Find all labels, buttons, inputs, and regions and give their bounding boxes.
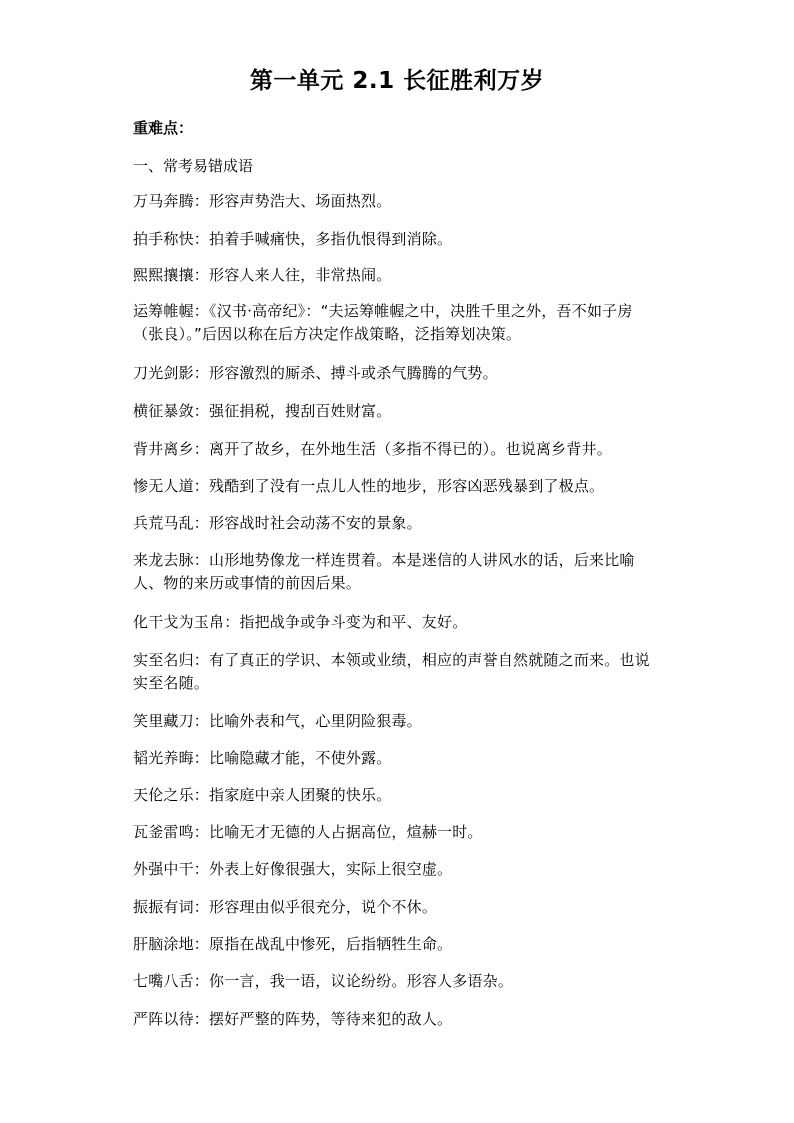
idiom-entry: [133, 190, 653, 213]
idiom-entry: [133, 512, 653, 535]
idiom-definition: 指把战争或争斗变为和平、友好。: [239, 613, 468, 631]
idiom-term: 熙熙攘攘：: [133, 266, 210, 284]
idiom-entry: [133, 611, 653, 634]
idiom-entry: [133, 400, 653, 423]
idiom-definition: 你一言，我一语，议论纷纷。形容人多语杂。: [209, 972, 514, 990]
idiom-entry: [133, 362, 653, 385]
idiom-definition: 摆好严整的阵势，等待来犯的敌人。: [209, 1010, 453, 1028]
idiom-definition: 比喻外表和气，心里阴险狠毒。: [209, 712, 422, 730]
key-points-label: 重难点：: [133, 119, 194, 137]
idiom-entry: [133, 228, 653, 251]
idiom-definition: 形容人来人往，非常热闹。: [209, 266, 392, 284]
idiom-definition: 比喻无才无德的人占据高位，煊赫一时。: [209, 823, 483, 841]
idiom-term: 七嘴八舌：: [133, 972, 210, 990]
idiom-entry: [133, 784, 653, 807]
idiom-definition: 形容激烈的厮杀、搏斗或杀气腾腾的气势。: [209, 364, 498, 382]
idiom-entry: [133, 264, 653, 287]
idiom-term: 振振有词：: [133, 898, 210, 916]
idiom-entry: [133, 933, 653, 956]
idiom-term: 刀光剑影：: [133, 364, 210, 382]
idiom-definition: 有了真正的学识、本领或业绩，相应的声誉自然就随之而来。也说实至名随。: [133, 651, 650, 692]
idiom-entry: [133, 710, 653, 733]
idiom-definition: 强征捐税，搜刮百姓财富。: [209, 402, 392, 420]
idiom-definition: 指家庭中亲人团聚的快乐。: [209, 786, 392, 804]
idiom-term: 肝脑涂地：: [133, 935, 210, 953]
idiom-definition: 形容理由似乎很充分，说个不休。: [209, 898, 438, 916]
idiom-term: 惨无人道：: [133, 477, 210, 495]
idiom-definition: 形容声势浩大、场面热烈。: [209, 192, 392, 210]
idiom-definition: 《汉书·高帝纪》：“夫运筹帷幄之中，决胜千里之外，吾不如子房（张良）。”后因以称在后方决定作战策略，泛指筹划决策。: [133, 302, 633, 343]
idiom-term: 韬光养晦：: [133, 749, 210, 767]
idiom-term: 万马奔腾：: [133, 192, 210, 210]
idiom-entry: [133, 438, 653, 461]
idiom-term: 化干戈为玉帛：: [133, 613, 240, 631]
idiom-term: 瓦釜雷鸣：: [133, 823, 210, 841]
idiom-definition: 拍着手喊痛快，多指仇恨得到消除。: [209, 230, 453, 248]
idiom-term: 兵荒马乱：: [133, 514, 210, 532]
idiom-term: 背井离乡：: [133, 440, 210, 458]
page-title: 第一单元 2.1 长征胜利万岁: [249, 68, 545, 94]
idiom-definition: 残酷到了没有一点儿人性的地步，形容凶恶残暴到了极点。: [209, 477, 605, 495]
idiom-entry: [133, 300, 653, 346]
idiom-term: 实至名归：: [133, 651, 210, 669]
idiom-term: 运筹帷幄：: [133, 302, 210, 320]
idiom-entry: [133, 1008, 653, 1031]
idiom-term: 严阵以待：: [133, 1010, 210, 1028]
idiom-definition: 外表上好像很强大，实际上很空虚。: [209, 860, 453, 878]
idiom-term: 来龙去脉：: [133, 551, 210, 569]
idiom-entry: [133, 896, 653, 919]
section-heading: 一、常考易错成语: [133, 157, 254, 175]
idiom-term: 外强中干：: [133, 860, 210, 878]
idiom-definition: 山形地势像龙一样连贯着。本是迷信的人讲风水的话，后来比喻人、物的来历或事情的前因后果。: [133, 551, 635, 592]
idiom-definition: 形容战时社会动荡不安的景象。: [209, 514, 422, 532]
idiom-entry: [133, 858, 653, 881]
idiom-term: 天伦之乐：: [133, 786, 210, 804]
idiom-definition: 离开了故乡，在外地生活（多指不得已的）。也说离乡背井。: [209, 440, 612, 458]
idiom-definition: 比喻隐藏才能，不使外露。: [209, 749, 392, 767]
idiom-entry: [133, 747, 653, 770]
idiom-entry: [133, 475, 653, 498]
idiom-entry: [133, 549, 653, 595]
idiom-definition: 原指在战乱中惨死，后指牺牲生命。: [209, 935, 453, 953]
idiom-entry: [133, 821, 653, 844]
idiom-term: 拍手称快：: [133, 230, 210, 248]
idiom-term: 横征暴敛：: [133, 402, 210, 420]
idiom-entry: [133, 649, 653, 695]
idiom-entry: [133, 970, 653, 993]
idiom-term: 笑里藏刀：: [133, 712, 210, 730]
